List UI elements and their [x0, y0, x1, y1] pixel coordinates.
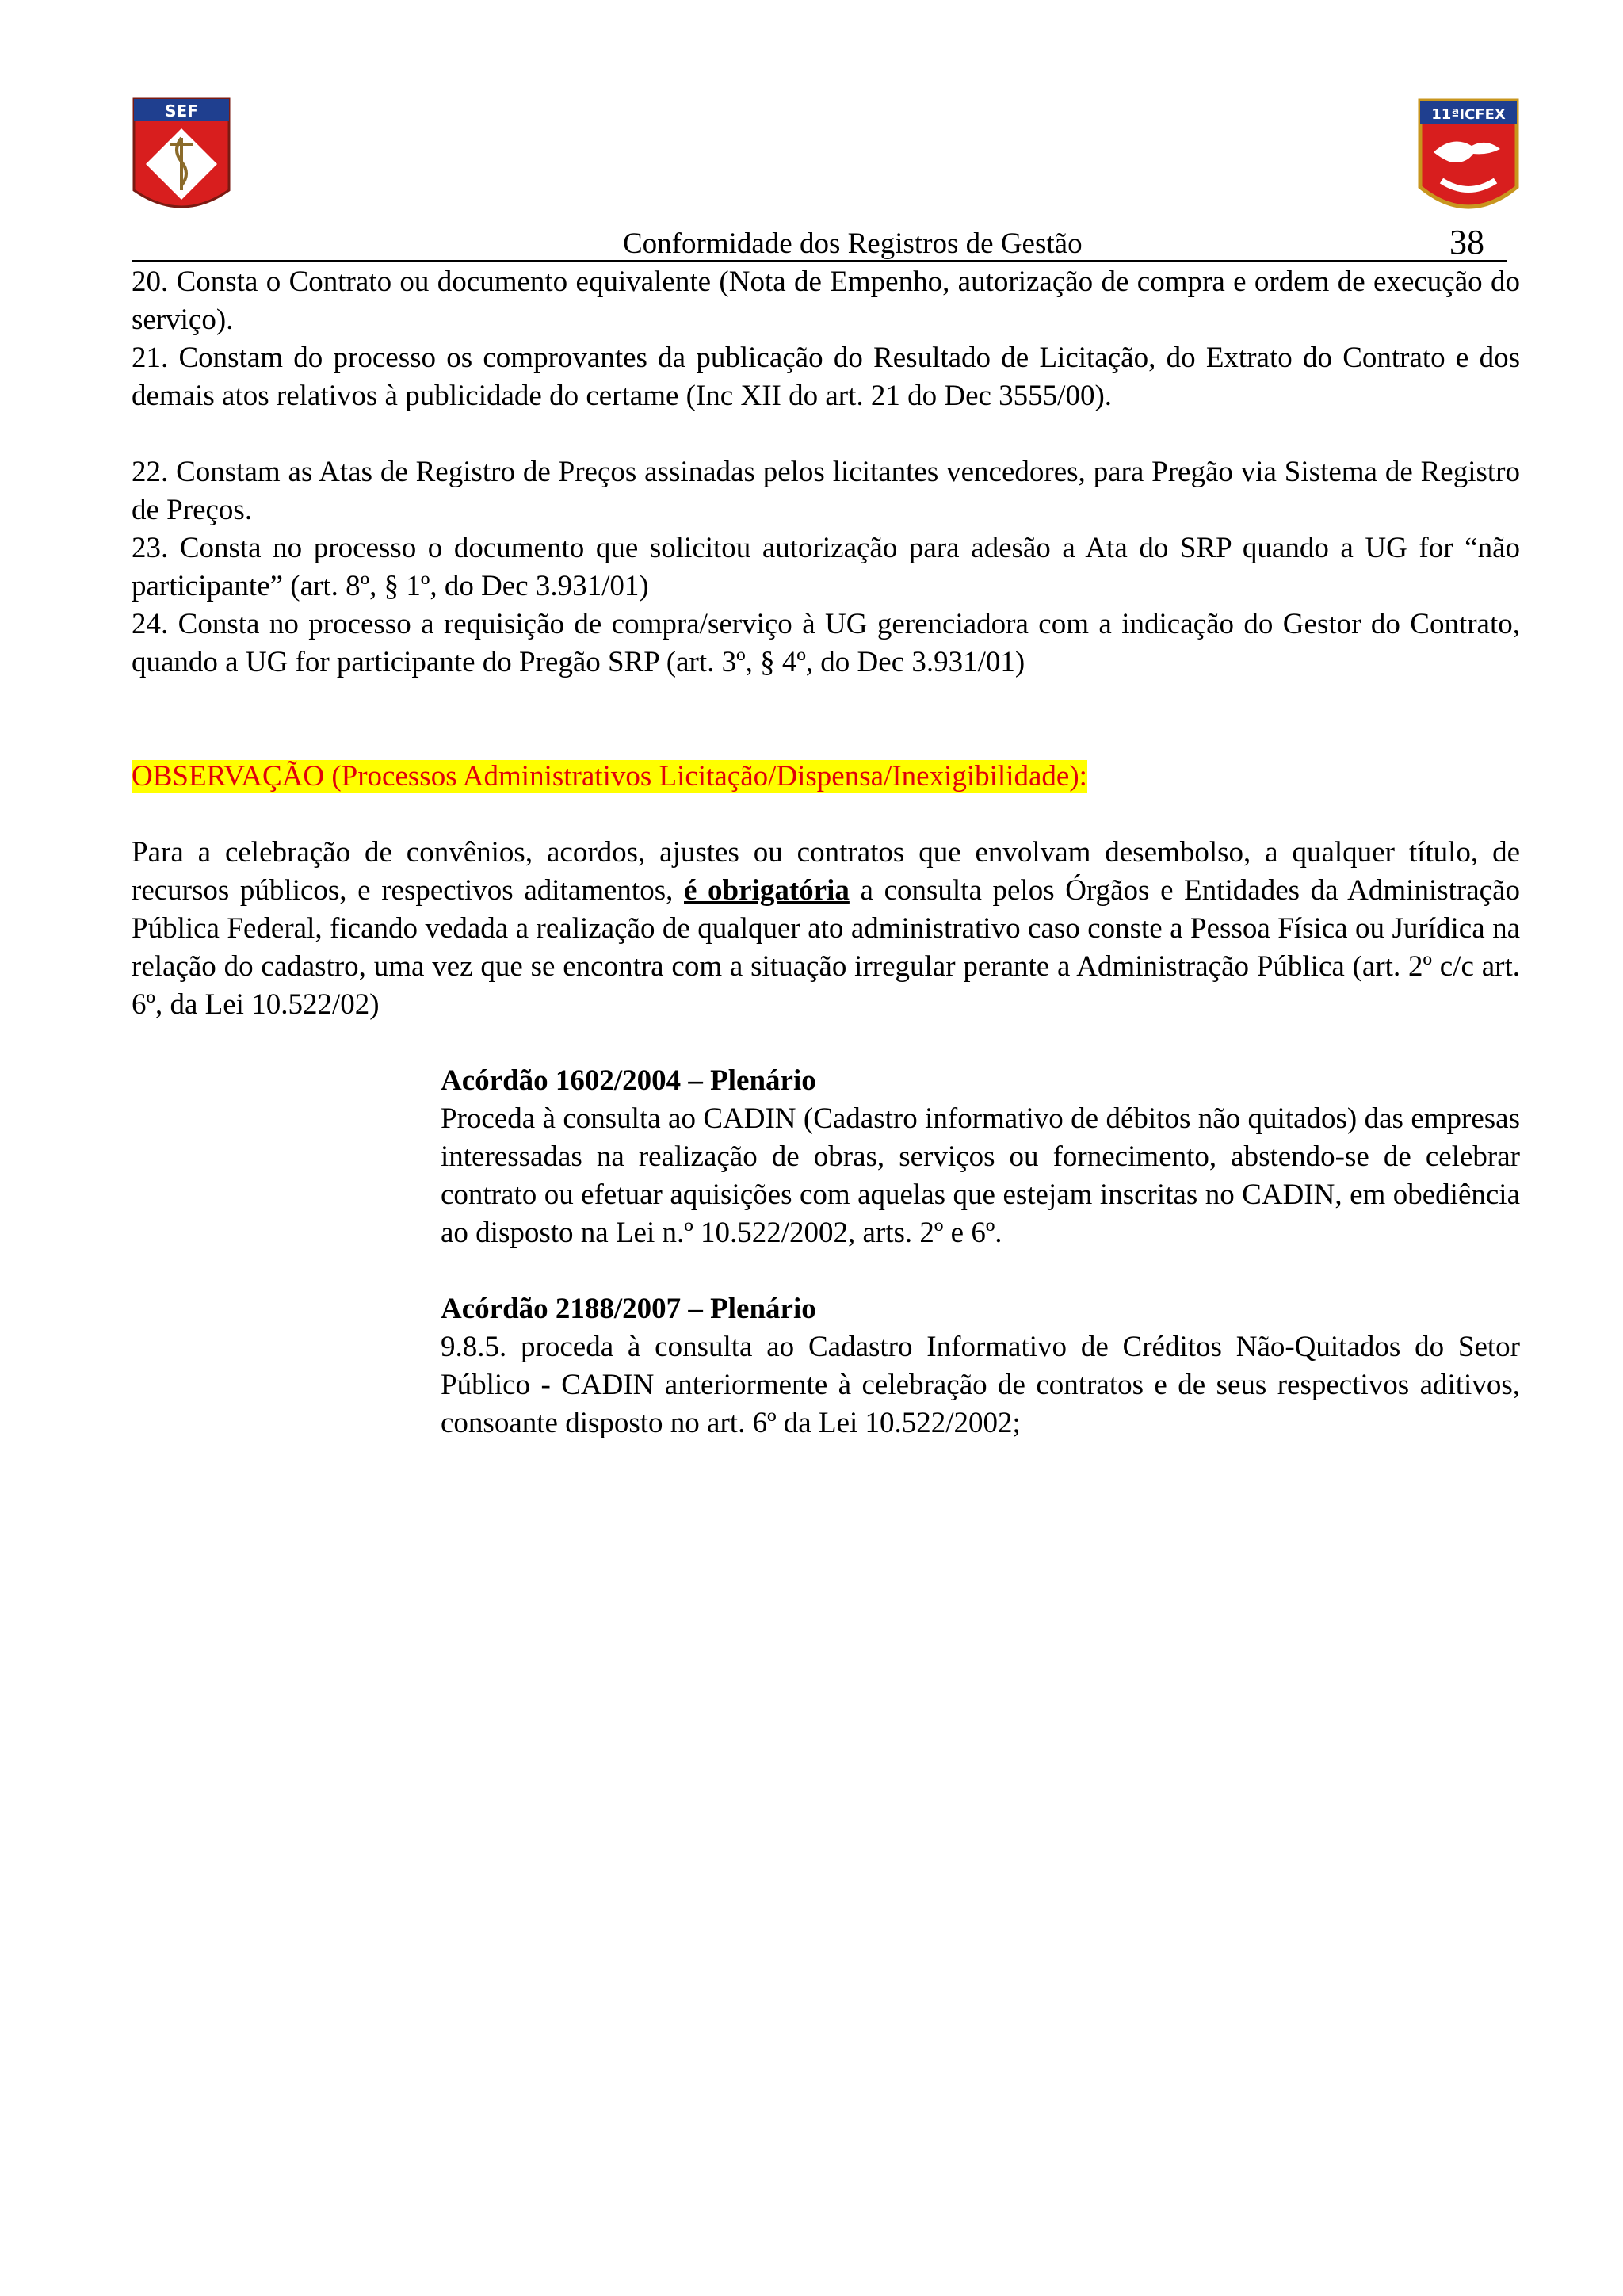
running-header — [132, 223, 1507, 262]
citation-2188-2007 — [441, 1290, 1520, 1442]
document-body — [132, 263, 1520, 1442]
citation-title: Acórdão 2188/2007 – Plenário — [441, 1293, 816, 1325]
sef-logo-text: SEF — [165, 101, 198, 120]
citation-title: Acórdão 1602/2004 – Plenário — [441, 1064, 816, 1097]
citation-text: 9.8.5. proceda à consulta ao Cadastro Informativo de Créditos Não-Quitados do Setor Público - CADIN anteriormente à celebração de contratos e de seus respectivos aditivos, consoante disposto no art. 6º da Lei 10.522/2002; — [441, 1331, 1520, 1439]
observation-heading: OBSERVAÇÃO (Processos Administrativos Licitação/Dispensa/Inexigibilidade): — [132, 760, 1087, 793]
document-title: Conformidade dos Registros de Gestão — [623, 227, 1083, 260]
sef-logo — [132, 97, 231, 227]
item-23: 23. Consta no processo o documento que solicitou autorização para adesão a Ata do SRP quando a UG for “não participante” (art. 8º, § 1º, do Dec 3.931/01) — [132, 532, 1520, 602]
observation-text-before: Para a celebração de convênios, acordos, ajustes ou contratos que envolvam desembolso, a qualquer título, de recursos públicos, e respectivos aditamentos, — [132, 836, 1520, 907]
item-22: 22. Constam as Atas de Registro de Preços assinadas pelos licitantes vencedores, para Pregão via Sistema de Registro de Preços. — [132, 456, 1520, 526]
item-20: 20. Consta o Contrato ou documento equivalente (Nota de Empenho, autorização de compra e ordem de execução do serviço). — [132, 266, 1520, 336]
observation-emphasis: é obrigatória — [684, 874, 850, 907]
item-24: 24. Consta no processo a requisição de compra/serviço à UG gerenciadora com a indicação do Gestor do Contrato, quando a UG for participante do Pregão SRP (art. 3º, § 4º, do Dec 3.931/01) — [132, 608, 1520, 678]
observation-heading-line — [132, 758, 1520, 796]
citation-text: Proceda à consulta ao CADIN (Cadastro informativo de débitos não quitados) das empresas interessadas na realização de obras, serviços ou fornecimento, abstendo-se de celebrar contrato ou efetuar aquisições com aquelas que estejam inscritas no CADIN, em obediência ao disposto na Lei n.º 10.522/2002, arts. 2º e 6º. — [441, 1102, 1520, 1249]
observation-text-after: a consulta pelos Órgãos e Entidades da Administração Pública Federal, ficando vedada a realização de qualquer ato administrativo caso conste a Pessoa Física ou Jurídica na relação do cadastro, uma vez que se encontra com a situação irregular perante a Administração Pública (art. 2º c/c art. 6º, da Lei 10.522/02) — [132, 874, 1521, 1021]
observation-paragraph — [132, 834, 1520, 1024]
page-number: 38 — [1449, 223, 1484, 262]
citation-1602-2004 — [441, 1062, 1520, 1252]
item-21: 21. Constam do processo os comprovantes da publicação do Resultado de Licitação, do Extrato do Contrato e dos demais atos relativos à publicidade do certame (Inc XII do art. 21 do Dec 3555/00). — [132, 342, 1520, 412]
icfex-logo-text: 11ªICFEX — [1431, 106, 1506, 123]
icfex-logo — [1418, 98, 1519, 228]
